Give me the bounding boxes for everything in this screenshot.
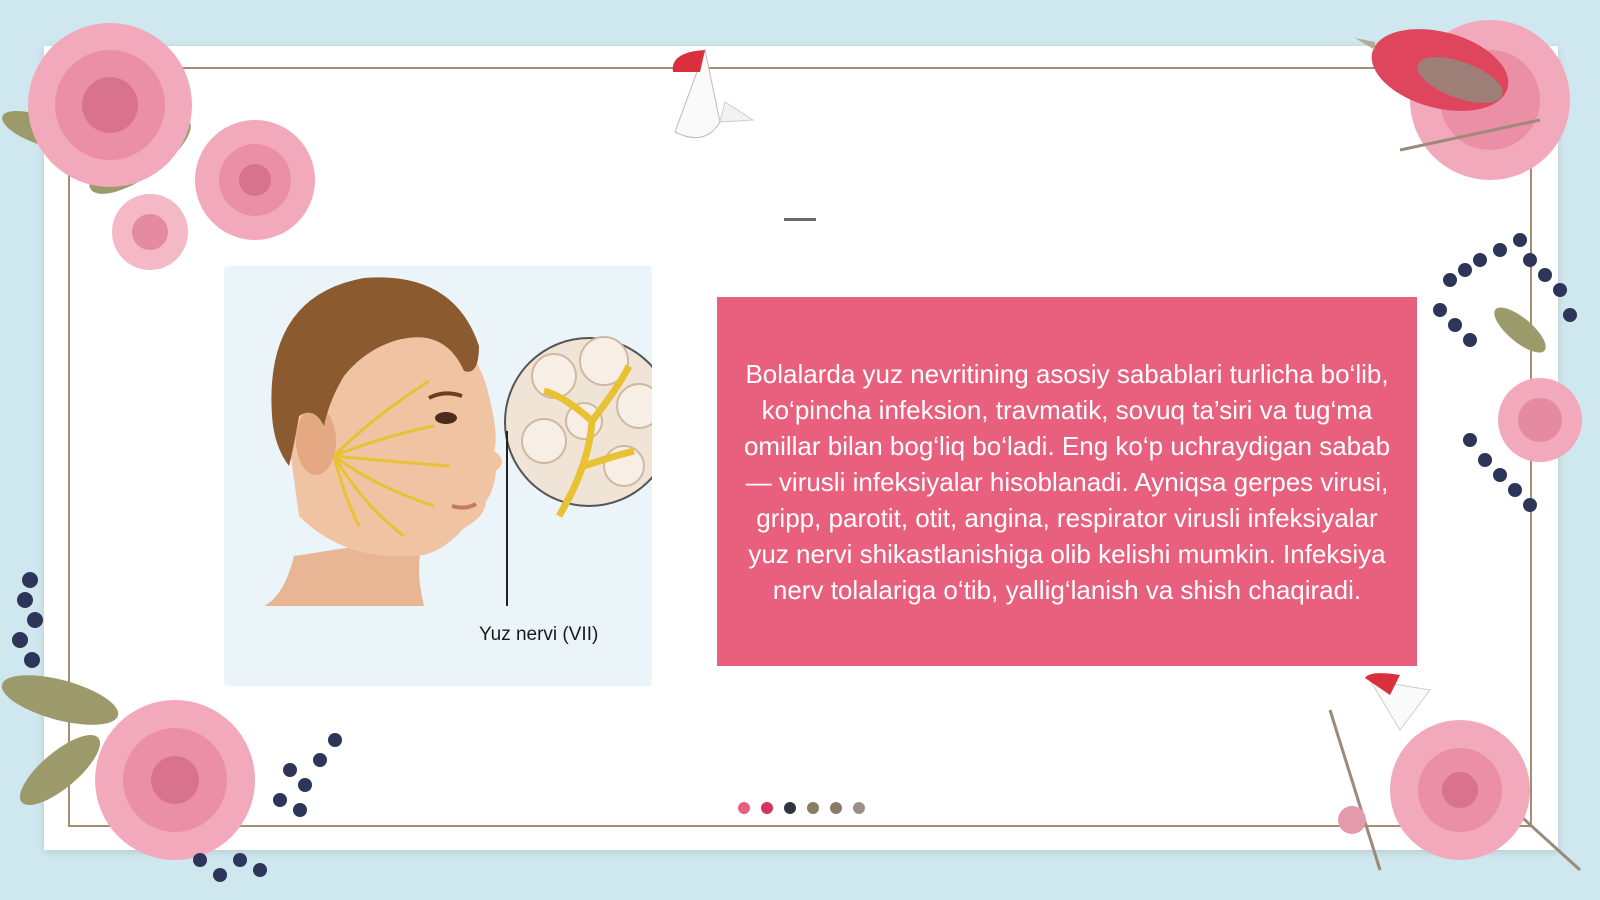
- pager-dot[interactable]: [761, 802, 773, 814]
- description-box: [717, 297, 1417, 666]
- pager-dot[interactable]: [784, 802, 796, 814]
- description-text: Bolalarda yuz nevritining asosiy sabablari turlicha bo‘lib, ko‘pincha infeksion, travmatik, sovuq ta’siri va tug‘ma omillar bilan bog‘liq bo‘ladi. Eng ko‘p uchraydigan sabab — virusli infeksiyalar hisoblanadi. Ayniqsa gerpes virusi, gripp, parotit, otit, angina, respirator virusli infeksiyalar yuz nervi shikastlanishiga olib kelishi mumkin. Infeksiya nerv tolalariga o‘tib, yallig‘lanish va shish chaqiradi.: [743, 358, 1391, 605]
- nerve-caption: Yuz nervi (VII): [479, 624, 599, 645]
- pager-dot[interactable]: [830, 802, 842, 814]
- pager-dot[interactable]: [807, 802, 819, 814]
- pager-dot[interactable]: [738, 802, 750, 814]
- facial-nerve-illustration: [224, 266, 652, 686]
- slide-pager: [738, 802, 865, 814]
- pager-dot[interactable]: [853, 802, 865, 814]
- title-placeholder-dash: [784, 218, 816, 221]
- child-face-drawing: [224, 266, 652, 686]
